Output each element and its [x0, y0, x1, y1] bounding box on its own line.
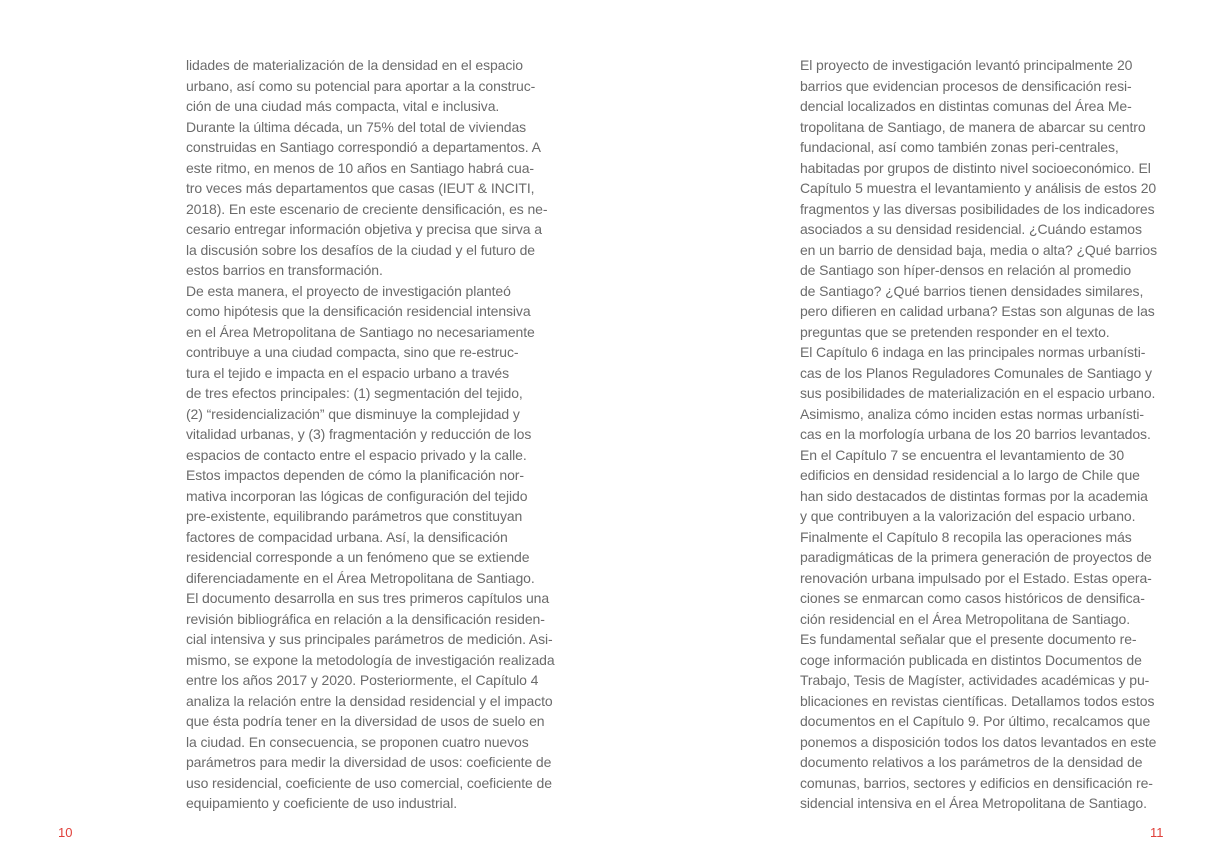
page-number-right: 11	[1150, 825, 1164, 840]
text-line: cesario entregar información objetiva y precisa que sirva a	[186, 221, 542, 237]
text-line: han sido destacados de distintas formas por la academia	[800, 487, 1148, 504]
page-number-left: 10	[58, 825, 73, 840]
text-line: (2) “residencialización” que disminuye la complejidad y	[186, 405, 520, 422]
text-line: Durante la última década, un 75% del total de viviendas	[186, 118, 527, 135]
text-line: revisión bibliográfica en relación a la densificación residen-	[186, 610, 545, 627]
text-line: fragmentos y las diversas posibilidades de los indicadores	[800, 200, 1155, 217]
text-line: Estos impactos dependen de cómo la planificación nor-	[186, 467, 524, 483]
text-line: diferenciadamente en el Área Metropolitana de Santiago.	[186, 569, 535, 586]
text-line: de tres efectos principales: (1) segmentación del tejido,	[186, 385, 523, 401]
text-line: este ritmo, en menos de 10 años en Santiago habrá cua-	[186, 159, 534, 176]
text-line: barrios que evidencian procesos de densificación resi-	[800, 77, 1132, 94]
text-line: El documento desarrolla en sus tres primeros capítulos una	[186, 590, 550, 606]
text-line: de Santiago? ¿Qué barrios tienen densidades similares,	[800, 282, 1144, 299]
text-line: Capítulo 5 muestra el levantamiento y análisis de estos 20	[800, 180, 1157, 196]
text-line: El Capítulo 6 indaga en las principales normas urbanísti-	[800, 344, 1146, 360]
text-line: paradigmáticas de la primera generación de proyectos de	[800, 549, 1152, 565]
text-line: Finalmente el Capítulo 8 recopila las operaciones más	[800, 528, 1132, 545]
text-line: renovación urbana impulsado por el Estado. Estas opera-	[800, 569, 1152, 586]
text-line: documento relativos a los parámetros de la densidad de	[800, 754, 1143, 770]
right-text-column	[800, 55, 1166, 814]
text-line: cial intensiva y sus principales parámetros de medición. Asi-	[186, 631, 553, 647]
text-line: tropolitana de Santiago, de manera de abarcar su centro	[800, 118, 1146, 135]
text-line: y que contribuyen a la valorización del espacio urbano.	[800, 508, 1136, 524]
text-line: espacios de contacto entre el espacio privado y la calle.	[186, 446, 527, 463]
text-line: en un barrio de densidad baja, media o alta? ¿Qué barrios	[800, 241, 1157, 258]
text-line: pero difieren en calidad urbana? Estas son algunas de las	[800, 303, 1155, 319]
text-line: equipamiento y coeficiente de uso industrial.	[186, 795, 458, 811]
text-line: estos barrios en transformación.	[186, 262, 383, 278]
text-line: coge información publicada en distintos Documentos de	[800, 651, 1142, 668]
text-line: habitadas por grupos de distinto nivel socioeconómico. El	[800, 159, 1151, 176]
text-line: sus posibilidades de materialización en el espacio urbano.	[800, 385, 1156, 401]
text-line: Asimismo, analiza cómo inciden estas normas urbanísti-	[800, 405, 1144, 422]
text-line: En el Capítulo 7 se encuentra el levantamiento de 30	[800, 446, 1125, 463]
text-line: lidades de materialización de la densidad en el espacio	[186, 57, 523, 73]
text-line: de Santiago son híper-densos en relación al promedio	[800, 262, 1132, 278]
text-line: ción residencial en el Área Metropolitana de Santiago.	[800, 610, 1131, 627]
text-line: Es fundamental señalar que el presente documento re-	[800, 631, 1137, 647]
text-line: 2018). En este escenario de creciente densificación, es ne-	[186, 200, 548, 217]
text-line: dencial localizados en distintas comunas del Área Me-	[800, 98, 1132, 114]
text-line: entre los años 2017 y 2020. Posteriormente, el Capítulo 4	[186, 672, 539, 688]
text-line: sidencial intensiva en el Área Metropolitana de Santiago.	[800, 795, 1147, 811]
text-line: como hipótesis que la densificación residencial intensiva	[186, 303, 531, 319]
text-line: que ésta podría tener en la diversidad de usos de suelo en	[186, 713, 545, 729]
text-line: Trabajo, Tesis de Magíster, actividades académicas y pu-	[800, 672, 1150, 688]
text-line: fundacional, así como también zonas peri-centrales,	[800, 139, 1119, 155]
text-line: analiza la relación entre la densidad residencial y el impacto	[186, 692, 553, 709]
text-line: comunas, barrios, sectores y edificios en densificación re-	[800, 774, 1153, 791]
text-line: cas de los Planos Reguladores Comunales de Santiago y	[800, 364, 1152, 381]
text-line: construidas en Santiago correspondió a departamentos. A	[186, 139, 541, 155]
text-line: pre-existente, equilibrando parámetros que constituyan	[186, 508, 523, 524]
text-line: mativa incorporan las lógicas de configuración del tejido	[186, 487, 528, 504]
text-line: asociados a su densidad residencial. ¿Cuándo estamos	[800, 221, 1142, 237]
text-line: tura el tejido e impacta en el espacio urbano a través	[186, 364, 510, 381]
text-line: blicaciones en revistas científicas. Detallamos todos estos	[800, 692, 1155, 709]
text-line: la ciudad. En consecuencia, se proponen cuatro nuevos	[186, 733, 529, 750]
right-page	[609, 0, 1218, 864]
text-line: vitalidad urbanas, y (3) fragmentación y reducción de los	[186, 426, 532, 442]
text-line: edificios en densidad residencial a lo largo de Chile que	[800, 467, 1140, 483]
text-line: la discusión sobre los desafíos de la ciudad y el futuro de	[186, 241, 535, 258]
text-line: documentos en el Capítulo 9. Por último, recalcamos que	[800, 713, 1151, 729]
text-line: cas en la morfología urbana de los 20 barrios levantados.	[800, 426, 1151, 442]
text-line: ponemos a disposición todos los datos levantados en este	[800, 733, 1157, 750]
text-line: contribuye a una ciudad compacta, sino que re-estruc-	[186, 344, 519, 360]
text-line: mismo, se expone la metodología de investigación realizada	[186, 651, 555, 668]
text-line: uso residencial, coeficiente de uso comercial, coeficiente de	[186, 774, 552, 791]
text-line: parámetros para medir la diversidad de usos: coeficiente de	[186, 754, 552, 770]
text-line: urbano, así como su potencial para aportar a la construc-	[186, 77, 536, 94]
text-line: en el Área Metropolitana de Santiago no necesariamente	[186, 323, 535, 340]
text-line: El proyecto de investigación levantó principalmente 20	[800, 57, 1133, 73]
text-line: ción de una ciudad más compacta, vital e inclusiva.	[186, 98, 500, 114]
text-line: De esta manera, el proyecto de investigación planteó	[186, 282, 511, 299]
text-line: residencial corresponde a un fenómeno que se extiende	[186, 549, 530, 565]
text-line: tro veces más departamentos que casas (IEUT & INCITI,	[186, 180, 535, 196]
text-line: ciones se enmarcan como casos históricos de densifica-	[800, 590, 1145, 606]
text-line: preguntas que se pretenden responder en el texto.	[800, 323, 1110, 340]
text-line: factores de compacidad urbana. Así, la densificación	[186, 528, 508, 545]
left-text-column	[186, 55, 555, 814]
